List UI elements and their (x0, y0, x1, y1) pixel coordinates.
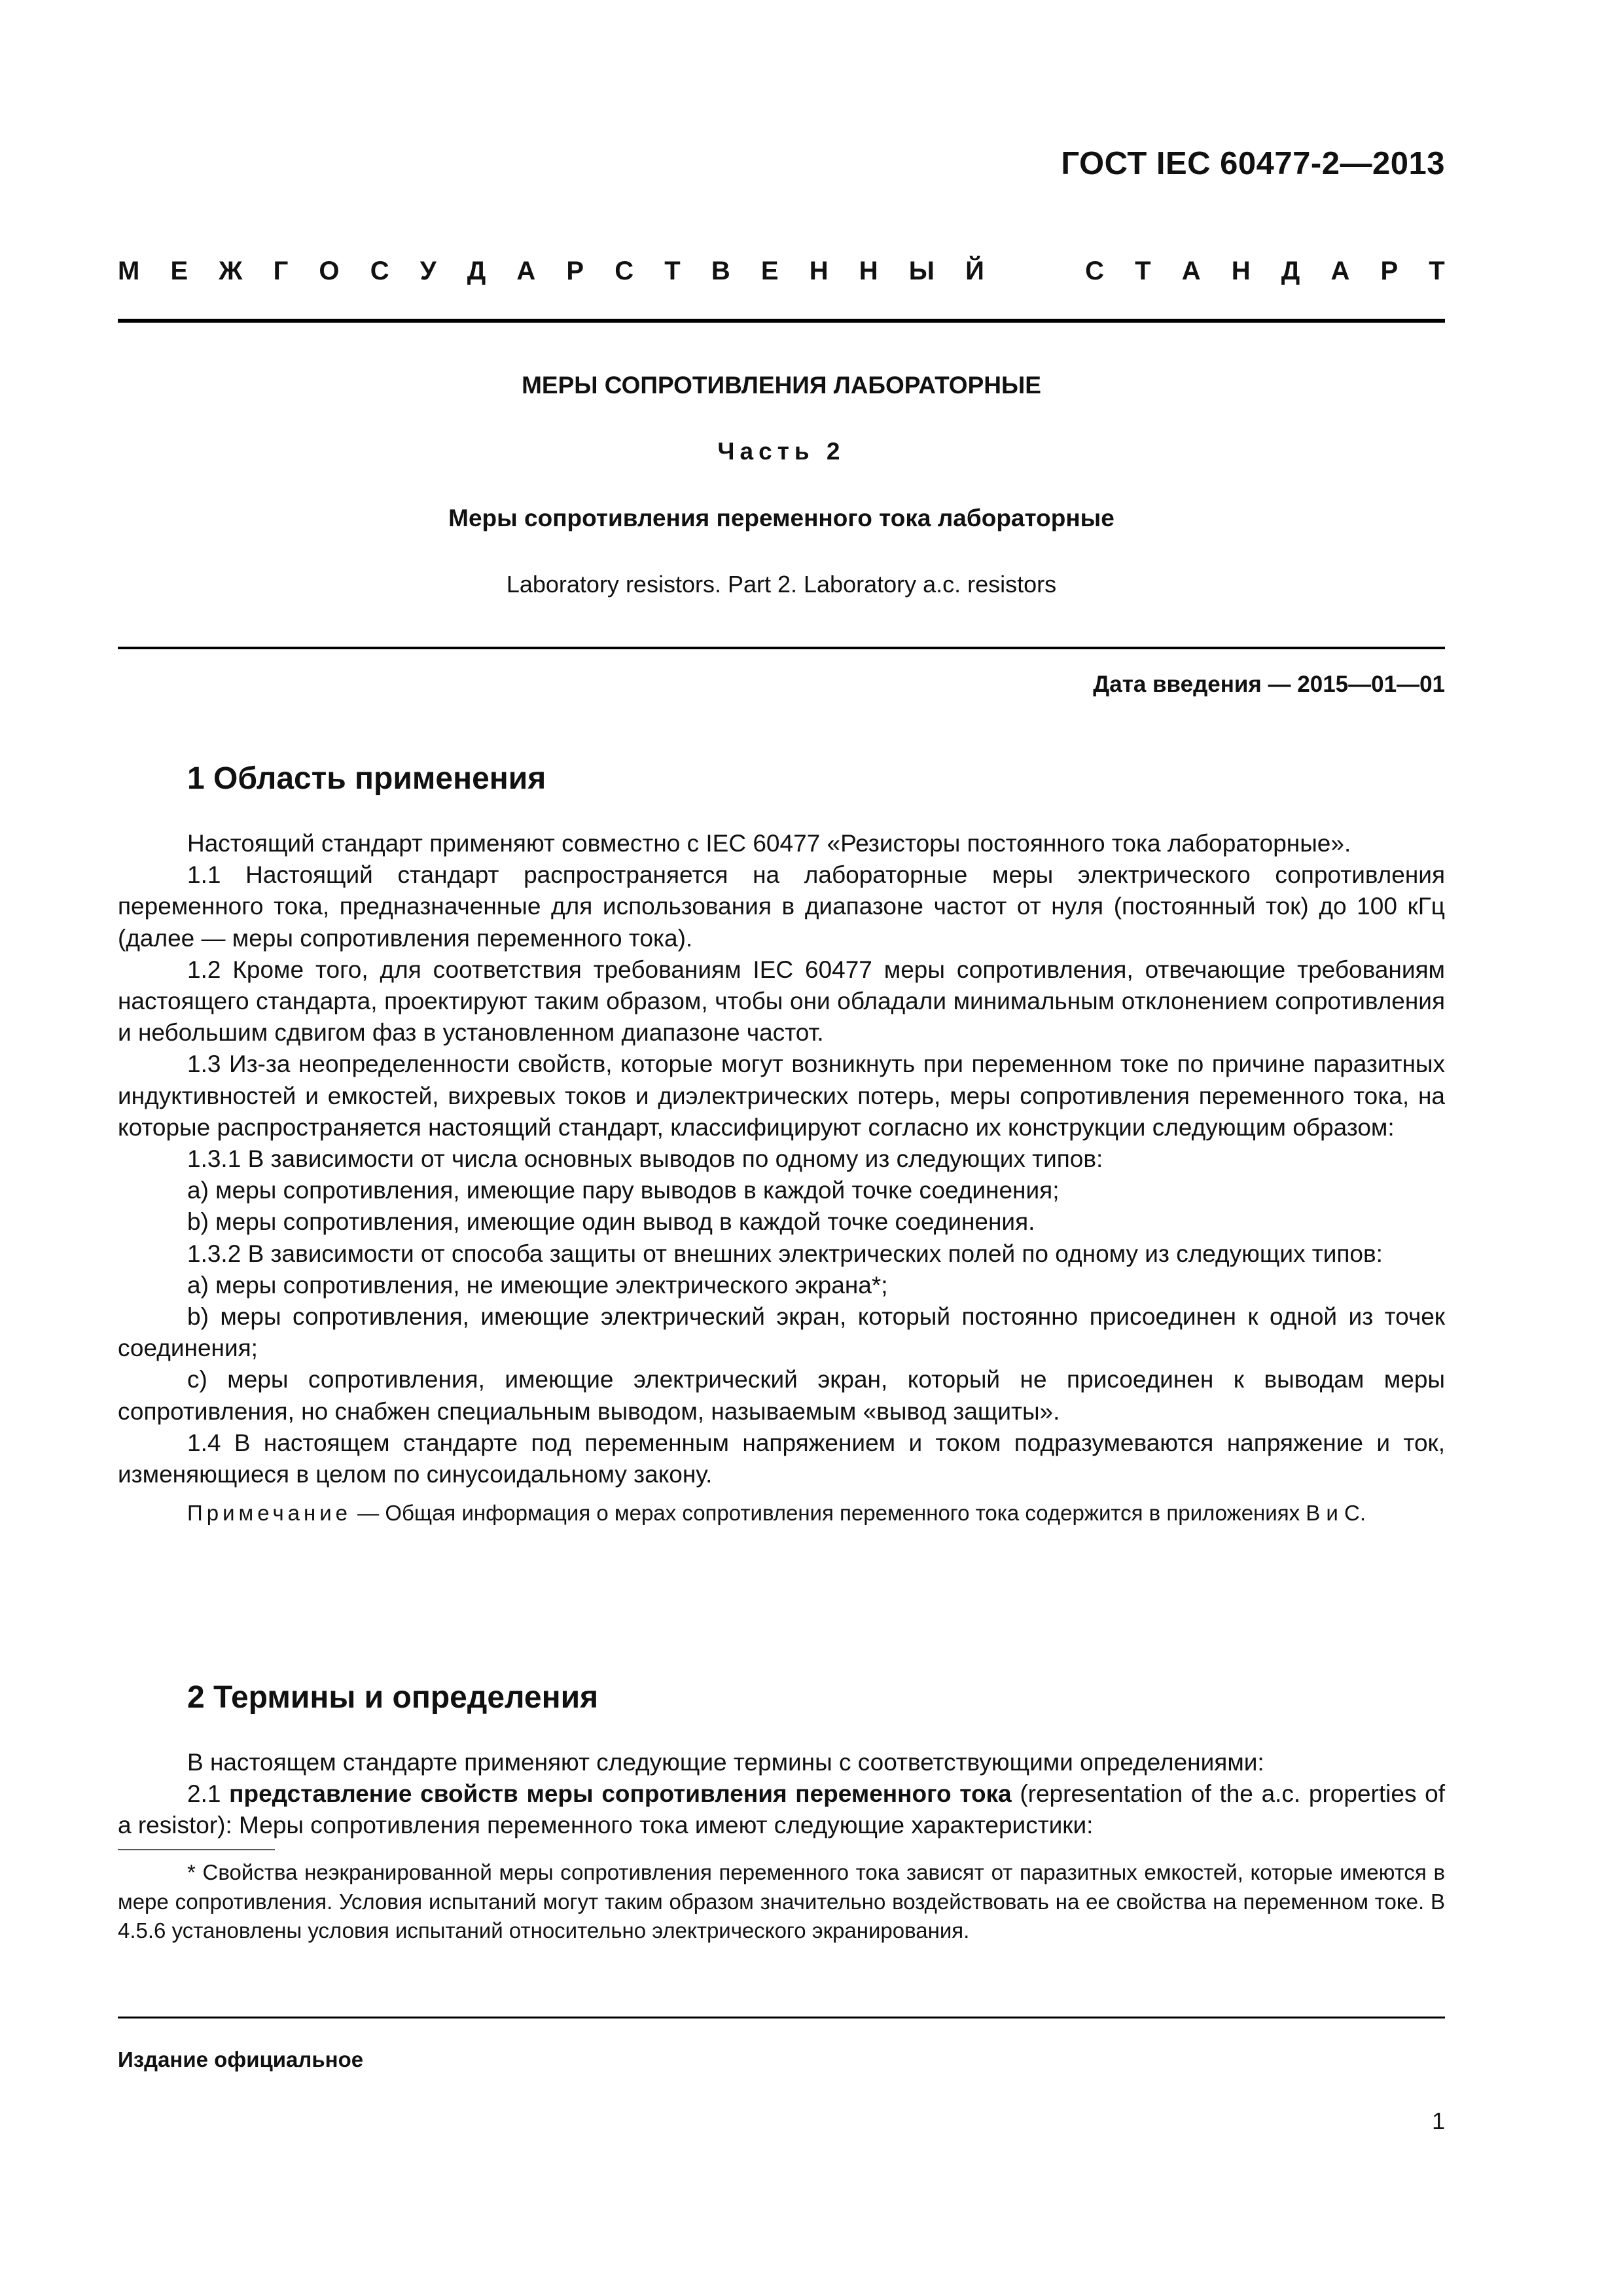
banner-letter: Е (170, 257, 188, 285)
note (118, 1498, 1445, 1528)
section-heading: 1 Область применения (187, 761, 546, 796)
list-item: b) меры сопротивления, имеющие один вывод в каждой точке соединения. (187, 1208, 1035, 1236)
footnote-text: * Свойства неэкранированной меры сопротивления переменного тока зависят от паразитных емкостей, которые имеются в мере сопротивления. Условия испытаний могут таким образом значительно воздействовать на ее свойства на переменном токе. В 4.5.6 установлены условия испытаний относительно электрического экранирования. (118, 1860, 1445, 1943)
paragraph: 1.4 В настоящем стандарте под переменным напряжением и током подразумеваются напряжение и ток, изменяющиеся в целом по синусоидальному закону. (118, 1429, 1445, 1488)
banner-letter: Т (664, 257, 681, 285)
banner-letter: С (1085, 257, 1105, 285)
note-text: — Общая информация о мерах сопротивления переменного тока содержится в приложениях B и C. (351, 1501, 1366, 1526)
banner-letter: Е (760, 257, 779, 285)
banner-letter: М (118, 257, 140, 285)
note-label: Примечание (187, 1501, 352, 1526)
paragraph: В настоящем стандарте применяют следующие термины с соответствующими определениями: (187, 1749, 1264, 1776)
section-1-body (118, 828, 1445, 1528)
document-subtitle: Меры сопротивления переменного тока лабораторные (448, 505, 1115, 531)
term-text: (representation of the a.c. properties of a resistor): Меры сопротивления переменного тока имеют следующие характеристики: (118, 1780, 1445, 1839)
banner-letter: С (370, 257, 389, 285)
term-number: 2.1 (187, 1780, 230, 1808)
banner-letter: Н (1231, 257, 1251, 285)
banner-letter: В (711, 257, 730, 285)
banner-letter: С (615, 257, 634, 285)
list-item: c) меры сопротивления, имеющие электрический экран, который не присоединен к выводам меры сопротивления, но снабжен специальным выводом, называемым «вывод защиты». (118, 1366, 1445, 1425)
introduction-date: Дата введения — 2015—01—01 (1093, 672, 1445, 697)
term-name: представление свойств меры сопротивления переменного тока (229, 1780, 1012, 1808)
banner-letter: Р (566, 257, 584, 285)
footnote (118, 1858, 1445, 1946)
banner-letter: Т (1429, 257, 1445, 285)
banner-letter: Р (1380, 257, 1399, 285)
paragraph: 1.2 Кроме того, для соответствия требованиям IEC 60477 меры сопротивления, отвечающие требованиям настоящего стандарта, проектируют таким образом, чтобы они обладали минимальным отклонением сопротивления и небольшим сдвигом фаз в установленном диапазоне частот. (118, 956, 1445, 1047)
banner-letter: Ж (219, 257, 243, 285)
english-title: Laboratory resistors. Part 2. Laboratory a.c. resistors (506, 571, 1057, 598)
interstate-standard-banner (118, 257, 1445, 286)
paragraph: 1.3 Из-за неопределенности свойств, которые могут возникнуть при переменном токе по причине паразитных индуктивностей и емкостей, вихревых токов и диэлектрических потерь, меры сопротивления переменного тока, на которые распространяется настоящий стандарт, классифицируют согласно их конструкции следующим образом: (118, 1050, 1445, 1141)
banner-letter: Н (859, 257, 878, 285)
banner-letter: А (516, 257, 536, 285)
banner-letter: Т (1135, 257, 1151, 285)
term-definition (118, 1778, 1445, 1841)
page-number: 1 (1431, 2108, 1445, 2134)
paragraph: 1.3.1 В зависимости от числа основных выводов по одному из следующих типов: (187, 1145, 1103, 1173)
header-rule (118, 319, 1445, 323)
document-title: МЕРЫ СОПРОТИВЛЕНИЯ ЛАБОРАТОРНЫЕ (522, 372, 1041, 399)
paragraph: Настоящий стандарт применяют совместно с IEC 60477 «Резисторы постоянного тока лабораторные». (187, 830, 1351, 857)
banner-letter: А (1330, 257, 1350, 285)
section-2-body (118, 1747, 1445, 1842)
banner-letter: А (1181, 257, 1201, 285)
title-rule (118, 647, 1445, 649)
banner-letter: Н (809, 257, 829, 285)
footer-rule (118, 2017, 1445, 2018)
banner-letter: Ы (908, 257, 935, 285)
list-item: b) меры сопротивления, имеющие электрический экран, который постоянно присоединен к одной из точек соединения; (118, 1303, 1445, 1362)
document-designation: ГОСТ IEC 60477-2—2013 (1061, 146, 1445, 181)
list-item: a) меры сопротивления, имеющие пару выводов в каждой точке соединения; (187, 1177, 1060, 1204)
paragraph: 1.1 Настоящий стандарт распространяется на лабораторные меры электрического сопротивления переменного тока, предназначенные для использования в диапазоне частот от нуля (постоянный ток) до 100 кГц (далее — меры сопротивления переменного тока). (118, 861, 1445, 952)
section-heading: 2 Термины и определения (187, 1680, 599, 1715)
official-edition-label: Издание официальное (118, 2047, 364, 2072)
list-item: a) меры сопротивления, не имеющие электрического экрана*; (187, 1271, 888, 1299)
banner-letter: Г (273, 257, 289, 285)
banner-letter: У (419, 257, 437, 285)
footnote-rule (118, 1849, 275, 1850)
banner-letter: Д (1281, 257, 1300, 285)
paragraph: 1.3.2 В зависимости от способа защиты от внешних электрических полей по одному из следующих типов: (187, 1240, 1383, 1267)
banner-letter: Й (965, 257, 984, 285)
banner-word-gap (1015, 257, 1054, 286)
part-label: Часть 2 (717, 438, 846, 465)
banner-letter: О (319, 257, 340, 285)
banner-letter: Д (467, 257, 486, 285)
